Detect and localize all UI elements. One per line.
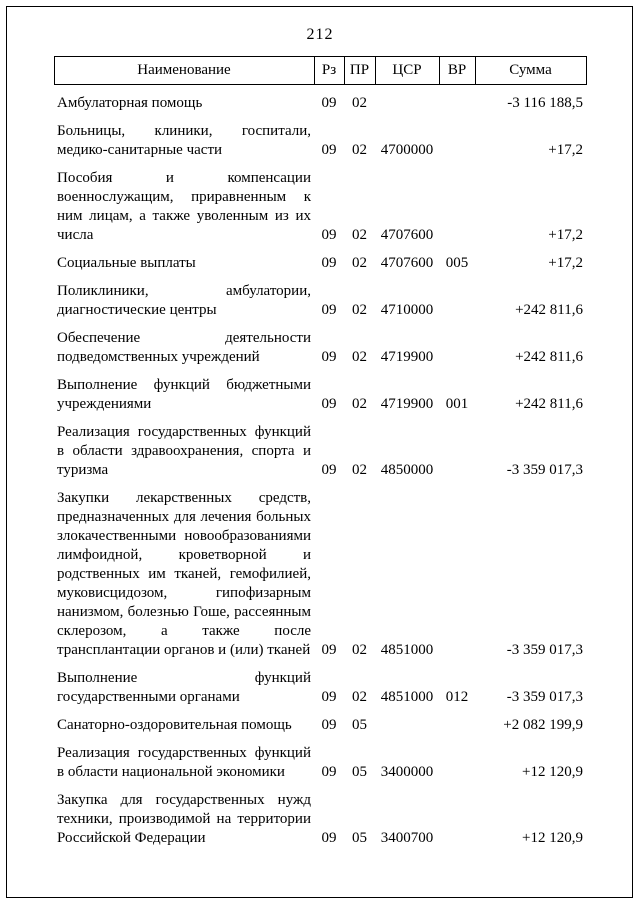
table-body <box>54 84 586 848</box>
cell-name: Пособия и компенсации военнослужащим, приравненным к ним лицам, а также уволенным из их числа <box>57 169 311 243</box>
cell-csr: 4707600 <box>380 254 434 271</box>
cell-csr: 4710000 <box>380 301 434 318</box>
cell-csr <box>375 707 439 735</box>
cell-name: Больницы, клиники, госпитали, медико-санитарные части <box>57 122 311 158</box>
table-row <box>54 273 586 320</box>
page-number: 212 <box>306 26 334 43</box>
cell-vr <box>439 160 475 245</box>
cell-vr: 012 <box>445 688 469 705</box>
cell-rz: 09 <box>321 716 337 733</box>
cell-sum: +242 811,6 <box>515 301 583 318</box>
cell-pr: 05 <box>352 716 367 733</box>
cell-rz: 09 <box>321 688 337 705</box>
cell-pr: 02 <box>352 254 367 271</box>
cell-sum: +2 082 199,9 <box>503 716 583 733</box>
cell-vr <box>439 273 475 320</box>
cell-vr <box>439 735 475 782</box>
cell-vr <box>439 782 475 848</box>
table-row <box>54 735 586 782</box>
cell-rz: 09 <box>321 301 337 318</box>
cell-sum: +12 120,9 <box>522 829 583 846</box>
cell-name: Реализация государственных функций в области здравоохранения, спорта и туризма <box>57 423 311 478</box>
cell-name: Обеспечение деятельности подведомственных учреждений <box>57 329 311 365</box>
cell-sum: +17,2 <box>548 226 583 243</box>
cell-vr <box>439 480 475 660</box>
cell-pr: 02 <box>352 641 367 658</box>
cell-csr: 4851000 <box>380 641 434 658</box>
header-row <box>54 57 586 85</box>
cell-rz: 09 <box>321 141 337 158</box>
cell-csr: 4850000 <box>380 461 434 478</box>
cell-pr: 02 <box>352 94 367 111</box>
cell-vr <box>439 320 475 367</box>
cell-rz: 09 <box>321 395 337 412</box>
cell-vr <box>439 414 475 480</box>
cell-sum: -3 359 017,3 <box>506 641 583 658</box>
cell-csr: 4707600 <box>380 226 434 243</box>
cell-vr <box>439 84 475 113</box>
table-row <box>54 245 586 273</box>
header-name: Наименование <box>54 57 314 85</box>
cell-sum: +17,2 <box>548 254 583 271</box>
cell-rz: 09 <box>321 226 337 243</box>
cell-name: Выполнение функций государственными органами <box>57 669 311 705</box>
cell-sum: -3 359 017,3 <box>506 688 583 705</box>
cell-pr: 02 <box>352 395 367 412</box>
cell-sum: -3 116 188,5 <box>507 94 583 111</box>
table-row <box>54 480 586 660</box>
cell-pr: 02 <box>352 301 367 318</box>
cell-rz: 09 <box>321 94 337 111</box>
table-row <box>54 84 586 113</box>
header-vr: ВР <box>439 57 475 85</box>
cell-pr: 02 <box>352 226 367 243</box>
cell-name: Социальные выплаты <box>57 254 196 271</box>
table-row <box>54 782 586 848</box>
cell-sum: +242 811,6 <box>515 395 583 412</box>
table-row <box>54 707 586 735</box>
cell-vr: 005 <box>445 254 469 271</box>
cell-csr: 3400000 <box>380 763 434 780</box>
cell-rz: 09 <box>321 254 337 271</box>
cell-csr: 3400700 <box>380 829 434 846</box>
cell-name: Амбулаторная помощь <box>57 94 203 111</box>
table-row <box>54 414 586 480</box>
cell-sum: +12 120,9 <box>522 763 583 780</box>
header-csr: ЦСР <box>375 57 439 85</box>
cell-vr <box>439 113 475 160</box>
cell-vr: 001 <box>445 395 469 412</box>
header-sum: Сумма <box>475 57 586 85</box>
cell-rz: 09 <box>321 641 337 658</box>
cell-sum: +242 811,6 <box>515 348 583 365</box>
cell-csr: 4719900 <box>380 348 434 365</box>
cell-name: Закупки лекарственных средств, предназначенных для лечения больных злокачественными новообразованиями лимфоидной, кроветворной и родственных им тканей, гемофилией, муковисцидозом, гипофизарным нанизмом, болезнью Гоше, рассеянным склерозом, а также после трансплантации органов и (или) тканей <box>57 489 311 658</box>
table-row <box>54 367 586 414</box>
table-row <box>54 160 586 245</box>
cell-pr: 05 <box>352 829 367 846</box>
cell-vr <box>439 707 475 735</box>
cell-csr: 4719900 <box>380 395 434 412</box>
cell-sum: -3 359 017,3 <box>506 461 583 478</box>
table-row <box>54 660 586 707</box>
table-row <box>54 320 586 367</box>
cell-csr: 4851000 <box>380 688 434 705</box>
cell-rz: 09 <box>321 763 337 780</box>
cell-pr: 02 <box>352 688 367 705</box>
cell-rz: 09 <box>321 461 337 478</box>
budget-table <box>54 56 587 848</box>
cell-sum: +17,2 <box>548 141 583 158</box>
cell-name: Поликлиники, амбулатории, диагностические центры <box>57 282 311 318</box>
cell-pr: 05 <box>352 763 367 780</box>
header-pr: ПР <box>344 57 375 85</box>
cell-pr: 02 <box>352 348 367 365</box>
table-row <box>54 113 586 160</box>
header-rz: Рз <box>314 57 344 85</box>
cell-pr: 02 <box>352 461 367 478</box>
cell-rz: 09 <box>321 348 337 365</box>
cell-csr: 4700000 <box>380 141 434 158</box>
cell-name: Закупка для государственных нужд техники, производимой на территории Российской Федерации <box>57 791 311 846</box>
cell-rz: 09 <box>321 829 337 846</box>
cell-name: Реализация государственных функций в области национальной экономики <box>57 744 311 780</box>
cell-csr <box>375 84 439 113</box>
cell-pr: 02 <box>352 141 367 158</box>
cell-name: Санаторно-оздоровительная помощь <box>57 716 292 733</box>
cell-name: Выполнение функций бюджетными учреждениями <box>57 376 311 412</box>
